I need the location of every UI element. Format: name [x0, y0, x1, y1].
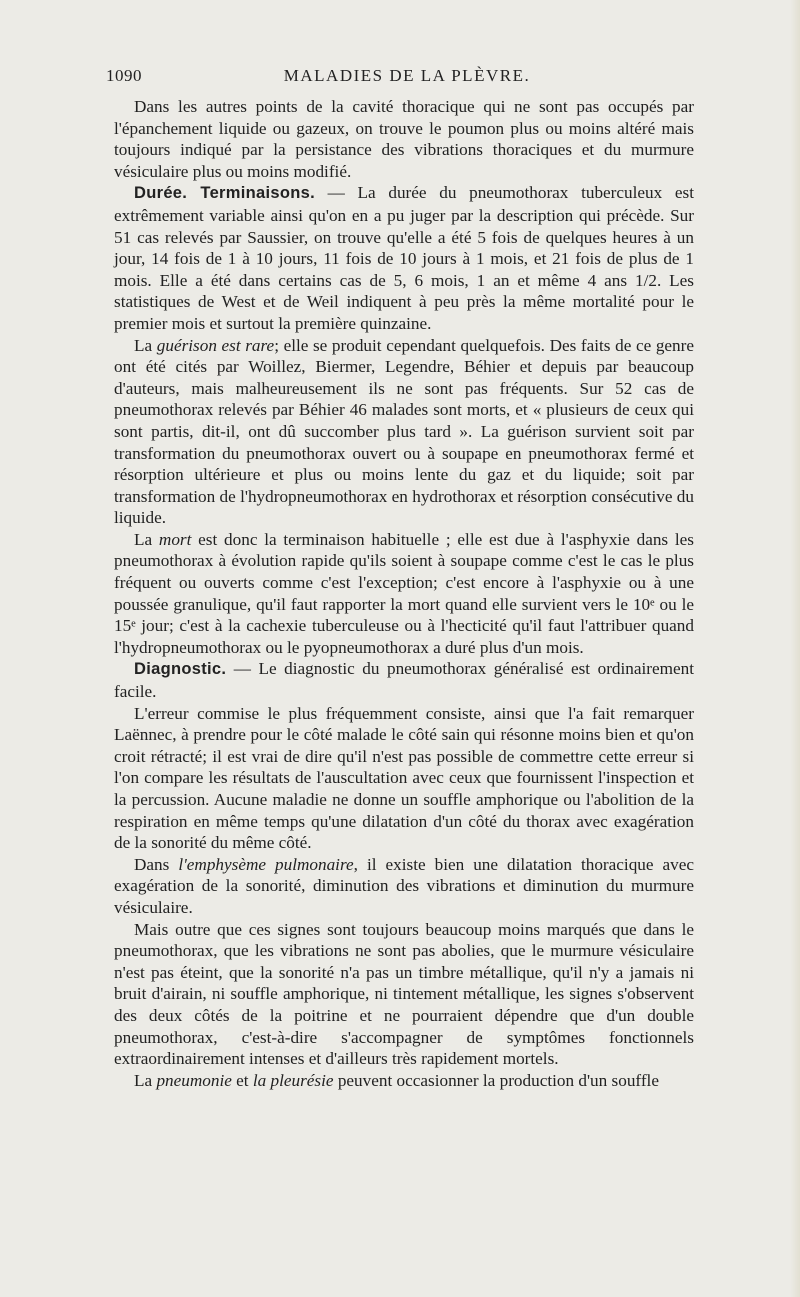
- pneumonie-emphasis: pneumonie: [156, 1070, 232, 1090]
- paragraph-emphyseme: [114, 854, 694, 919]
- paragraph-mort: [114, 529, 694, 659]
- section-heading-diagnostic: Diagnostic.: [134, 660, 227, 679]
- page-number: 1090: [106, 66, 142, 85]
- diagnostic-text: — Le diagnostic du pneumothorax généralisé est ordinairement facile.: [114, 659, 694, 702]
- duree-text: — La durée du pneumothorax tuberculeux est extrêmement variable ainsi qu'on en a pu juger par la description qui précède. Sur 51 cas relevés par Saussier, on trouve qu'elle a été 5 fois de quelques heures à un jour, 14 fois de 1 à 10 jours, 11 fois de 10 jours à 1 mois, et 21 fois de plus de 1 mois. Elle a été dans certains cas de 5, 6 mois, 1 an et même 4 ans 1/2. Les statistiques de West et de Weil indiquent à peu près la même mortalité pour le premier mois et surtout la première quinzaine.: [114, 183, 694, 333]
- running-title: MALADIES DE LA PLÈVRE.: [283, 66, 531, 85]
- last-mid: et: [231, 1070, 253, 1090]
- mort-text: est donc la terminaison habituelle ; elle est due à l'asphyxie dans les pneumothorax à évolution rapide qu'ils soient à soupape comme c'est le cas le plus fréquent ou ouverts comme c'est l'exception; c'est encore à l'asphyxie ou à une poussée granulique, qu'il faut rapporter la mort quand elle survient vers le 10ᵉ ou le 15ᵉ jour; c'est à la cachexie tuberculeuse ou à l'hecticité qu'il faut l'attribuer quand l'hydropneumothorax ou le pyopneumothorax a duré plus d'un mois.: [114, 529, 694, 657]
- page-edge: [790, 0, 800, 1297]
- page-header: [106, 66, 708, 90]
- guerison-text: ; elle se produit cependant quelquefois. Des faits de ce genre ont été cités par Woillez, Biermer, Legendre, Béhier et depuis par beaucoup d'auteurs, mais malheureusement ils ne sont pas fréquents. Sur 52 cas de pneumothorax relevés par Béhier 46 malades sont morts, et « plusieurs de ceux qui sont partis, dit-il, ont dû succomber plus tard ». La guérison survient soit par transformation du pneumothorax ouvert ou à soupape en pneumothorax fermé et résorption ultérieure et plus ou moins lente du gaz et du liquide; soit par transformation de l'hydropneumothorax en hydrothorax et résorption consécutive du liquide.: [114, 335, 694, 528]
- guerison-lead: La: [134, 335, 157, 355]
- paragraph-intro: Dans les autres points de la cavité thoracique qui ne sont pas occupés par l'épanchement liquide ou gazeux, on trouve le poumon plus ou moins altéré mais toujours indiqué par la persistance des vibrations thoraciques et du murmure vésiculaire plus ou moins modifié.: [114, 97, 694, 181]
- paragraph-last: [114, 1070, 694, 1092]
- paragraph-erreur: L'erreur commise le plus fréquemment consiste, ainsi que l'a fait remarquer Laënnec, à prendre pour le côté malade le côté sain qui résonne moins bien et qu'on croit rétracté; il est vrai de dire qu'il n'est pas possible de commettre cette erreur si l'on compare les résultats de l'auscultation avec ceux que fournissent l'inspection et la percussion. Aucune maladie ne donne un souffle amphorique ou l'abolition de la respiration en même temps qu'une dilatation d'un côté du thorax avec exagération de la sonorité du même côté.: [114, 703, 694, 853]
- body-text: [114, 96, 694, 1091]
- paragraph-guerison: [114, 335, 694, 529]
- emphyseme-lead: Dans: [134, 854, 179, 874]
- last-text: peuvent occasionner la production d'un souffle: [333, 1070, 659, 1090]
- emphyseme-text: , il existe bien une dilatation thoracique avec exagération de la sonorité, diminution des vibrations et diminution du murmure vésiculaire.: [114, 854, 695, 917]
- pleuresie-emphasis: la pleurésie: [252, 1070, 334, 1090]
- section-heading-duree: Durée. Terminaisons.: [134, 184, 315, 203]
- paragraph-diagnostic: [114, 658, 694, 702]
- paragraph-mais: Mais outre que ces signes sont toujours beaucoup moins marqués que dans le pneumothorax, que les vibrations ne sont pas abolies, que le murmure vésiculaire n'est pas éteint, que la sonorité n'a pas un timbre métallique, qu'il n'y a jamais ni bruit d'airain, ni souffle amphorique, ni tintement métallique, les signes s'observent des deux côtés de la poitrine et ne pourraient dépendre que d'un double pneumothorax, c'est-à-dire s'accompagner de symptômes fonctionnels extraordinairement intenses et d'ailleurs très rapidement mortels.: [114, 919, 694, 1069]
- mort-lead: La: [134, 529, 159, 549]
- guerison-emphasis: guérison est rare: [156, 335, 275, 355]
- emphyseme-emphasis: l'emphysème pulmonaire: [178, 854, 354, 874]
- last-lead: La: [134, 1070, 157, 1090]
- mort-emphasis: mort: [158, 529, 192, 549]
- paragraph-duree: [114, 182, 694, 334]
